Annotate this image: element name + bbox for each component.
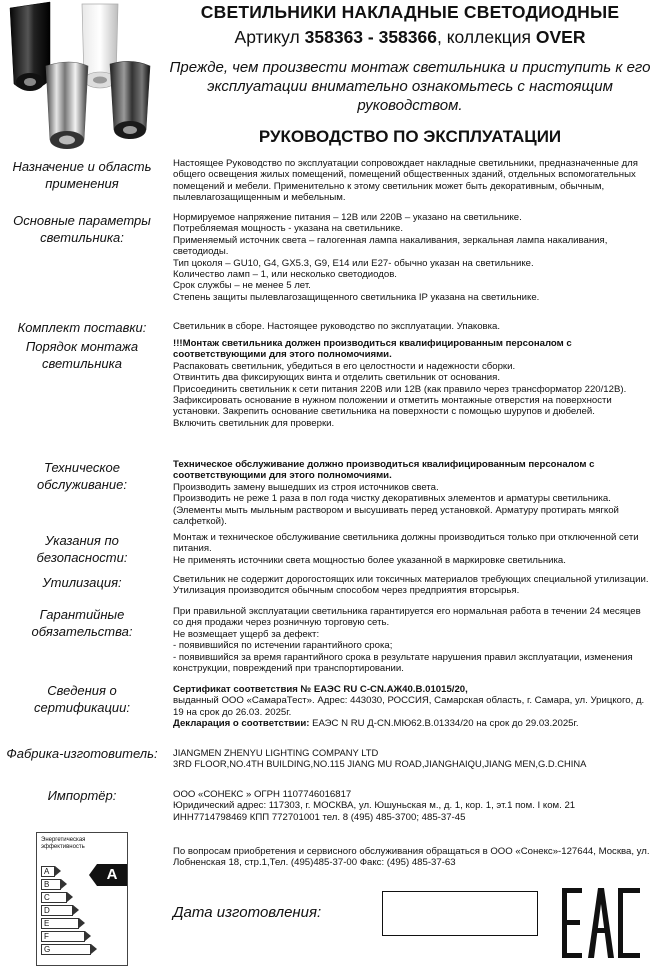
energy-class-bar: F xyxy=(41,931,85,942)
energy-label-title: Энергетическая эффективность xyxy=(41,837,86,850)
warranty-line: Не возмещает ущерб за дефект: xyxy=(173,628,320,640)
installation-step: Зафиксировать основание в нужном положении и отметить монтажные отверстия на поверхности установки. Закрепить основание светильника на поверхности с помощью шурупов и дюбелей. xyxy=(173,395,612,418)
energy-class-bar: D xyxy=(41,905,73,916)
declaration-number: ЕАЭС N RU Д-CN.МЮ62.В.01334/20 на срок до 29.03.2025г. xyxy=(312,718,579,730)
installation-step: Отвинтить два фиксирующих винта и отделить светильник от основания. xyxy=(173,372,501,384)
section-label: Гарантийные обязательства: xyxy=(31,607,133,639)
maintenance-line: Производить замену вышедших из строя источников света. xyxy=(173,481,439,493)
warranty-line: - появившийся за время гарантийного срока в результате нарушения правил эксплуатации, изменения конструкции, повреждений при транспортировании. xyxy=(173,651,633,675)
manufacture-date-label: Дата изготовления: xyxy=(173,904,322,921)
section-label: Техническое обслуживание: xyxy=(36,460,127,492)
energy-class-bar: G xyxy=(41,944,91,955)
energy-class-row xyxy=(41,931,101,942)
energy-class-row xyxy=(41,944,101,955)
installation-warning: !!!Монтаж светильника должен производиться квалифицированным персоналом с соответствующими для этого полномочиями. xyxy=(173,338,572,361)
collection-prefix: , коллекция xyxy=(436,27,531,47)
section-text: Настоящее Руководство по эксплуатации сопровождает накладные светильники, предназначенные для общего освещения жилых помещений, помещений общественных зданий, отдельных вспомогательных помещений и мебели. Применительно к этому светильник может быть декоративным, обычным, пылевлагозащищенным и мебельным. xyxy=(173,158,638,204)
safety-line: Монтаж и техническое обслуживание светильника должны производиться только при отключенной сети питания. xyxy=(173,532,639,555)
section-text xyxy=(173,606,651,674)
section-label: Порядок монтажа светильника xyxy=(25,339,139,371)
importer-line: ИНН7714798469 КПП 772701001 тел. 8 (495) 485-3700; 485-37-45 xyxy=(173,811,466,823)
factory-address: 3RD FLOOR,NO.4TH BUILDING,NO.115 JIANG MU ROAD,JIANGHAIQU,JIANG MEN,G.D.CHINA xyxy=(173,758,587,770)
maintenance-line: Производить не реже 1 раза в пол года чистку декоративных элементов и арматуры светильника. (Элементы мыть мыльным раствором и высушивать перед установкой. Арматуру протирать мягкой салфеткой). xyxy=(173,493,619,528)
importer-line: ООО «СОНЕКС » ОГРН 1107746016817 xyxy=(173,789,352,800)
section-label: Импортёр: xyxy=(47,788,117,803)
article-line xyxy=(168,27,652,48)
section-label: Назначение и область применения xyxy=(12,159,152,191)
warranty-line: При правильной эксплуатации светильника гарантируется его нормальная работа в течении 24 месяцев со дня продажи через розничную торговую сеть. xyxy=(173,606,641,629)
section-text: Светильник в сборе. Настоящее руководство по эксплуатации. Упаковка. xyxy=(173,321,501,332)
param-line: Применяемый источник света – галогенная лампа накаливания, зеркальная лампа накаливания, светодиоды. xyxy=(173,234,608,258)
factory-name: JIANGMEN ZHENYU LIGHTING COMPANY LTD xyxy=(173,747,379,758)
certificate-details: выданный ООО «СамараТест». Адрес: 443030, РОССИЯ, Самарская область, г. Самара, ул. Урицкого, д. 19 на срок до 26.03. 2025г. xyxy=(173,695,645,718)
param-line: Срок службы – не менее 5 лет. xyxy=(173,280,311,292)
article-range: 358363 - 358366 xyxy=(304,27,437,47)
param-line: Нормируемое напряжение питания – 12В или 220В – указано на светильнике. xyxy=(173,212,522,223)
importer-line: Юридический адрес: 117303, г. МОСКВА, ул. Юшуньская м., д. 1, кор. 1, эт.1 пом. I ком. 21 xyxy=(173,800,576,812)
declaration-label: Декларация о соответствии: xyxy=(173,718,310,730)
installation-step: Присоединить светильник к сети питания 220В или 12В (как правило через трансформатор 220/12В). xyxy=(173,383,627,395)
section-text: Светильник не содержит дорогостоящих или токсичных материалов требующих специальной утилизации. Утилизация производится обычным способом через предприятия вторсырья. xyxy=(173,574,649,597)
section-label: Указания по безопасности: xyxy=(36,533,128,565)
energy-class-bar: C xyxy=(41,892,67,903)
manual-title: РУКОВОДСТВО ПО ЭКСПЛУАТАЦИИ xyxy=(258,127,562,146)
section-text xyxy=(173,338,651,429)
manufacture-date-box xyxy=(382,891,538,936)
safety-line: Не применять источники света мощностью более указанной в маркировке светильника. xyxy=(173,554,566,566)
energy-class-bar: A xyxy=(41,866,55,877)
section-label: Основные параметры светильника: xyxy=(13,213,151,245)
energy-class-selected: A xyxy=(97,864,127,886)
param-line: Тип цоколя – GU10, G4, GX5.3, G9, E14 или E27- обычно указан на светильнике. xyxy=(173,257,534,269)
section-text xyxy=(173,212,651,303)
energy-class-bar: E xyxy=(41,918,79,929)
section-text xyxy=(173,459,651,527)
collection-name: OVER xyxy=(535,27,586,47)
section-text xyxy=(173,789,651,823)
article-prefix: Артикул xyxy=(234,27,300,47)
certificate-number: Сертификат соответствия № ЕАЭС RU С-CN.АЖ40.В.01015/20, xyxy=(173,684,468,695)
warning-note: Прежде, чем произвести монтаж светильника и приступить к его эксплуатации внимательно ознакомьтесь с настоящим руководством. xyxy=(169,59,651,114)
section-label: Фабрика-изготовитель: xyxy=(6,746,158,761)
warranty-line: - появившийся по истечении гарантийного срока; xyxy=(173,640,393,652)
energy-class-row xyxy=(41,905,101,916)
section-label: Комплект поставки: xyxy=(17,320,147,335)
param-line: Потребляемая мощность - указана на светильнике. xyxy=(173,223,404,235)
energy-class-row xyxy=(41,892,101,903)
section-label: Сведения о сертификации: xyxy=(34,683,130,715)
section-text xyxy=(173,684,651,730)
energy-efficiency-label xyxy=(36,832,128,966)
param-line: Количество ламп – 1, или несколько светодиодов. xyxy=(173,269,397,281)
installation-step: Включить светильник для проверки. xyxy=(173,417,335,429)
energy-class-bar: B xyxy=(41,879,61,890)
document-title: СВЕТИЛЬНИКИ НАКЛАДНЫЕ СВЕТОДИОДНЫЕ xyxy=(200,2,620,22)
param-line: Степень защиты пылевлагозащищенного светильника IP указана на светильнике. xyxy=(173,291,540,303)
installation-step: Распаковать светильник, убедиться в его целостности и надежности сборки. xyxy=(173,360,516,372)
section-text xyxy=(173,532,651,566)
service-text: По вопросам приобретения и сервисного обслуживания обращаться в ООО «Сонекс»-127644, Москва, ул. Лобненская 18, стр.1,Тел. (495)485-37-00 Факс: (495) 485-37-63 xyxy=(173,846,650,869)
energy-class-row xyxy=(41,918,101,929)
maintenance-warning: Техническое обслуживание должно производиться квалифицированным персоналом с соответствующими для этого полномочиями. xyxy=(173,459,595,482)
eac-mark-icon xyxy=(560,884,642,962)
section-label: Утилизация: xyxy=(42,575,122,590)
section-text xyxy=(173,747,651,770)
product-photo xyxy=(0,0,160,155)
